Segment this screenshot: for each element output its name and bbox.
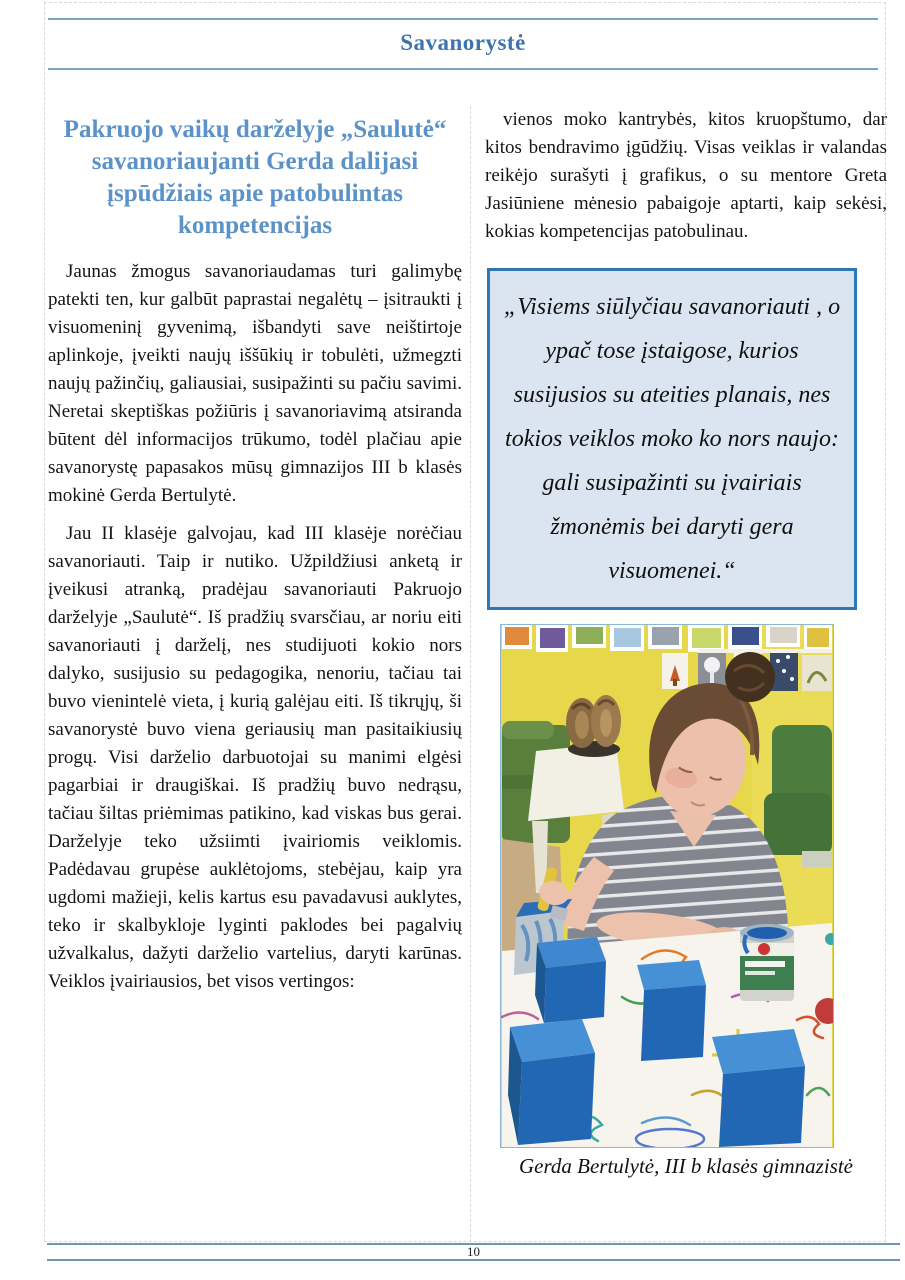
girl-hair-bun bbox=[725, 652, 775, 702]
photo-girl-painting-blue-cubes bbox=[500, 624, 834, 1148]
left-column bbox=[48, 106, 462, 1006]
page-title: Savanorystė bbox=[400, 30, 526, 55]
paint-can bbox=[740, 924, 794, 1001]
paragraph-1: Jaunas žmogus savanoriaudamas turi galimybę patekti ten, kur galbūt paprastai negalėtų – įsitraukti į visuomeninį gyvenimą, išbandyti save neištirtoje aplinkoje, įveikti naujų iššūkių ir tobulėti, užmegzti naujų pažinčių, galiausiai, susipažinti su pačiu savimi. Neretai skeptiškas požiūris į savanoriavimą atsiranda būtent dėl informacijos trūkumo, todėl plačiau apie savanorystę papasakos mūsų gimnazijos III b klasės mokinė Gerda Bertulytė. bbox=[48, 261, 462, 506]
photo-caption: Gerda Bertulytė, III b klasės gimnazistė bbox=[519, 1154, 853, 1178]
paragraph-2: Jau II klasėje galvojau, kad III klasėje norėčiau savanoriauti. Taip ir nutiko. Užpildžiusi anketą ir įveikusi atranką, pradėjau savanoriauti Pakruojo darželyje „Saulutė“. Iš pradžių svarsčiau, ar noriu eiti savanoriauti į darželį, nes studijuoti kokio nors dalyko, susijusio su pedagogika, nenoriu, tačiau tai buvo vienintelė vieta, į kurią galėjau eiti. Iš tikrųjų, ši savanorystė buvo viena geriausių man pasitaikiusių progų. Visi darželio darbuotojai su manimi elgėsi pagarbiai ir draugiškai. Iš pradžių buvo nedrąsu, tačiau šiltas priėmimas patikino, kad viskas bus gerai. Darželyje teko užsiimti įvairiomis veiklomis. Padėdavau grupėse auklėtojoms, stebėjau, kaip yra ugdomi mažieji, kelis kartus esu pavadavusi auklytes, teko ir skalbykloje lyginti paklodes bei pagalvių užvalkalus, dažyti darželio vartelius, daryti karūnas. Veiklos įvairiausios, bet visos vertingos: bbox=[48, 523, 462, 992]
quote-box bbox=[487, 268, 857, 610]
quote-text: „Visiems siūlyčiau savanoriauti , o ypač tose įstaigose, kurios susijusios su ateities planais, nes tokios veiklos moko ko nors naujo: gali susipažinti su įvairiais žmonėmis bei daryti gera visuomenei.“ bbox=[503, 294, 841, 584]
page-footer bbox=[47, 1243, 900, 1261]
blue-cube-bottom-left bbox=[508, 1019, 595, 1145]
photo-figure bbox=[485, 624, 887, 1179]
blue-cube-center-left bbox=[535, 937, 606, 1023]
paragraph-3: vienos moko kantrybės, kitos kruopštumo, dar kitos bendravimo įgūdžių. Visas veiklas ir valandas reikėjo surašyti į grafikus, o su mentore Greta Jasiūniene mėnesio pabaigoje aptarti, kaip sekėsi, kokias kompetencijas patobulinau. bbox=[485, 109, 887, 242]
page-header bbox=[48, 18, 878, 70]
blue-cube-center bbox=[637, 960, 706, 1061]
page-number: 10 bbox=[47, 1243, 900, 1261]
sofa-right bbox=[764, 725, 832, 867]
column-divider bbox=[470, 106, 471, 1242]
blue-cube-bottom-right bbox=[712, 1029, 805, 1147]
article-heading: Pakruojo vaikų darželyje „Saulutė“ savanoriaujanti Gerda dalijasi įspūdžiais apie patobulintas kompetencijas bbox=[63, 116, 447, 239]
right-column bbox=[485, 106, 887, 1179]
